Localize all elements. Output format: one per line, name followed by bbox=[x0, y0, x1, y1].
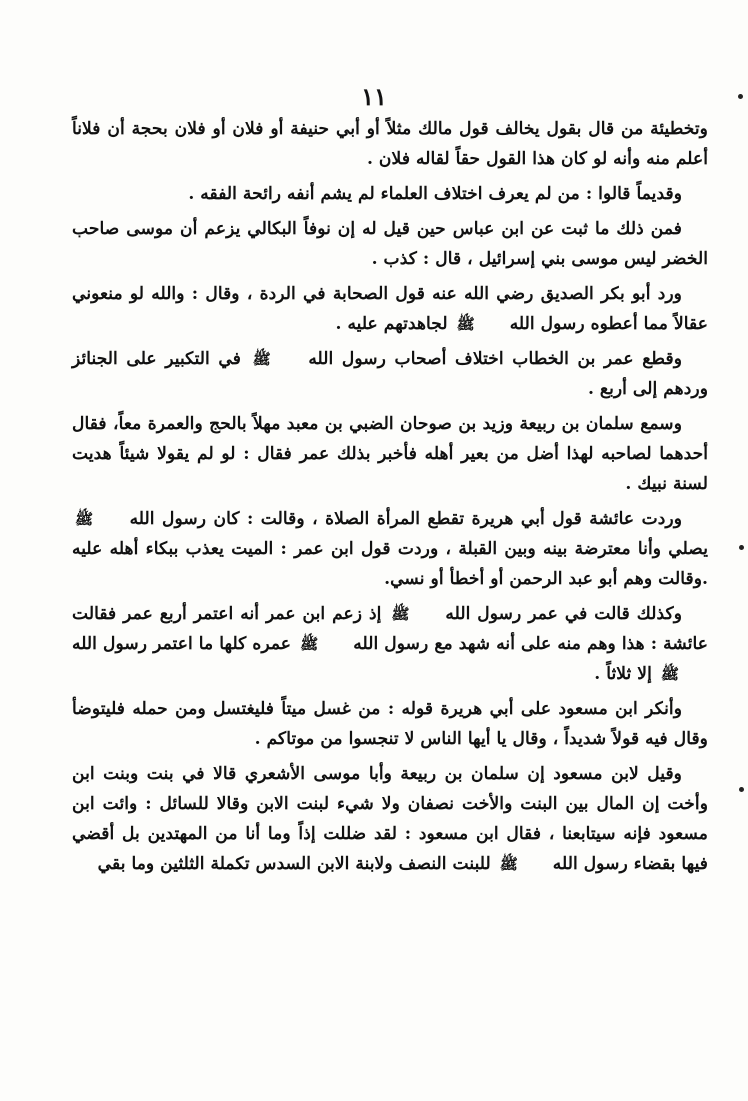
paragraph-text: فمن ذلك ما ثبت عن ابن عباس حين قيل له إن نوفاً البكالي يزعم أن موسى صاحب الخضر ليس موسى بني إسرائيل ، قال : كذب . bbox=[72, 219, 708, 269]
salawat-symbol: ﷺ bbox=[75, 510, 94, 528]
paragraph-text: وقطع عمر بن الخطاب اختلاف أصحاب رسول الله bbox=[308, 349, 683, 369]
paragraph bbox=[72, 344, 708, 404]
paragraph-text: وقيل لابن مسعود إن سلمان بن ربيعة وأبا موسى الأشعري قالا في بنت وبنت ابن وأخت إن المال بين البنت والأخت نصفان ولا شيء لبنت الابن وقالا للسائل : وائت ابن مسعود فإنه سيتابعنا ، فقال ابن مسعود : لقد ضللت إذاً وما أنا من المهتدين بل أقضي فيها بقضاء رسول الله bbox=[72, 764, 708, 874]
paragraph-text: ورد أبو بكر الصديق رضي الله عنه قول الصحابة في الردة ، وقال : والله لو منعوني عقالاً مما أعطوه رسول الله bbox=[72, 284, 708, 334]
paragraph bbox=[72, 759, 708, 879]
margin-mark bbox=[739, 545, 744, 550]
salawat-symbol: ﷺ bbox=[391, 605, 410, 623]
salawat-symbol: ﷺ bbox=[499, 855, 518, 873]
page-body-text bbox=[72, 114, 708, 884]
salawat-symbol: ﷺ bbox=[456, 315, 475, 333]
paragraph-text: إلا ثلاثاً . bbox=[594, 664, 652, 684]
paragraph bbox=[72, 179, 708, 209]
paragraph-text: في التكبير على الجنائز وردهم إلى أربع . bbox=[72, 349, 708, 399]
paragraph bbox=[72, 504, 708, 594]
paragraph bbox=[72, 114, 708, 174]
paragraph bbox=[72, 279, 708, 339]
paragraph bbox=[72, 214, 708, 274]
paragraph-text: يصلي وأنا معترضة بينه وبين القبلة ، وردت قول ابن عمر : الميت يعذب ببكاء أهله عليه .وقالت وهم أبو عبد الرحمن أو أخطأ أو نسي. bbox=[72, 539, 708, 589]
paragraph bbox=[72, 599, 708, 689]
paragraph bbox=[72, 694, 708, 754]
margin-mark bbox=[738, 94, 743, 99]
paragraph bbox=[72, 409, 708, 499]
salawat-symbol: ﷺ bbox=[660, 665, 679, 683]
paragraph-text: للبنت النصف ولابنة الابن السدس تكملة الثلثين وما بقي bbox=[97, 854, 491, 874]
salawat-symbol: ﷺ bbox=[300, 635, 319, 653]
paragraph-text: وكذلك قالت في عمر رسول الله bbox=[445, 604, 683, 624]
paragraph-text: وأنكر ابن مسعود على أبي هريرة قوله : من غسل ميتاً فليغتسل ومن حمله فليتوضأ وقال فيه قولاً شديداً ، وقال يا أيها الناس لا تنجسوا من موتاكم . bbox=[72, 699, 708, 749]
page-number: ١١ bbox=[361, 82, 387, 111]
paragraph-text: وقديماً قالوا : من لم يعرف اختلاف العلماء لم يشم أنفه رائحة الفقه . bbox=[188, 184, 682, 204]
paragraph-text: وتخطيئة من قال بقول يخالف قول مالك مثلاً أو أبي حنيفة أو فلان أو فلان بحجة أن فلاناً أعلم منه وأنه لو كان هذا القول حقاً لقاله فلان . bbox=[72, 119, 708, 169]
paragraph-text: وسمع سلمان بن ربيعة وزيد بن صوحان الضبي بن معبد مهلاً بالحج والعمرة معاً، فقال أحدهما لصاحبه لهذا أضل من بعير أهله فأخبر بذلك عمر فقال : لو لم يقولا شيئاً هديت لسنة نبيك . bbox=[72, 414, 708, 494]
paragraph-text: وردت عائشة قول أبي هريرة تقطع المرأة الصلاة ، وقالت : كان رسول الله bbox=[129, 509, 683, 529]
paragraph-text: عمره كلها ما اعتمر رسول الله bbox=[72, 634, 292, 654]
margin-mark bbox=[739, 787, 744, 792]
salawat-symbol: ﷺ bbox=[252, 350, 271, 368]
paragraph-text: إذ زعم ابن عمر أنه اعتمر أربع عمر فقالت عائشة : هذا وهم منه على أنه شهد مع رسول الله bbox=[72, 604, 709, 654]
paragraph-text: لجاهدتهم عليه . bbox=[335, 314, 448, 334]
